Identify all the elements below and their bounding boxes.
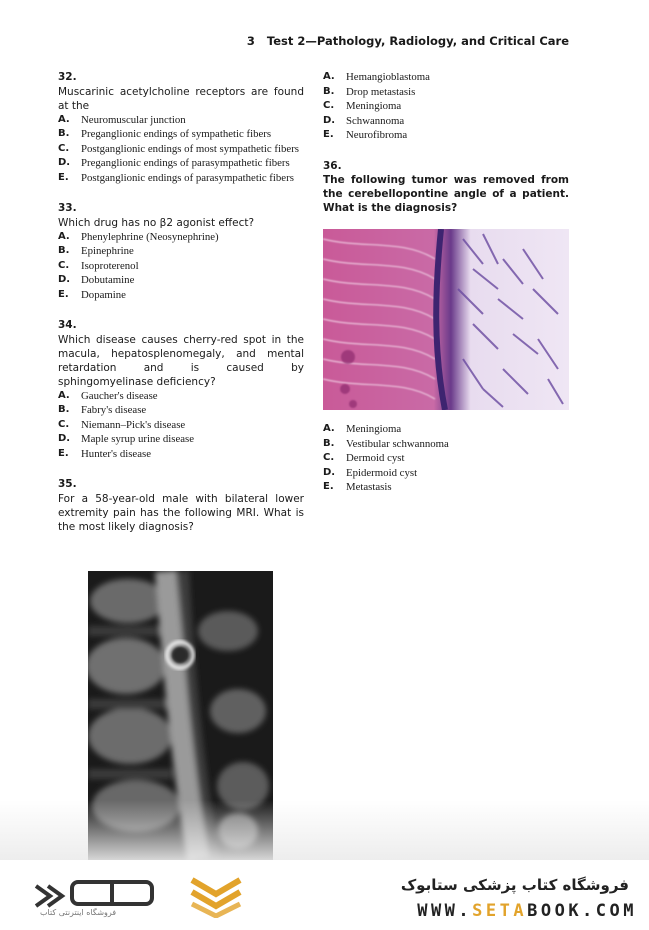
option-text: Drop metastasis [346, 85, 416, 98]
option-text: Dopamine [81, 288, 126, 301]
option-text: Schwannoma [346, 114, 405, 127]
option-letter: E. [58, 447, 69, 459]
question-stem: Which disease causes cherry-red spot in the macula, hepatosplenomegaly, and mental retardation and is caused by sphingomyelinase deficiency? [58, 333, 304, 388]
option-text: Neuromuscular junction [81, 113, 186, 126]
histology-illustration [323, 229, 569, 410]
chapter-title: Test 2—Pathology, Radiology, and Critical Care [266, 34, 569, 48]
option-text: Preganglionic endings of sympathetic fibers [81, 128, 272, 140]
question-35-options [323, 70, 569, 143]
question-36-options-column [323, 422, 569, 495]
option-letter: A. [58, 230, 70, 242]
right-column [323, 70, 569, 215]
option-letter: C. [58, 259, 70, 271]
question-stem: The following tumor was removed from the cerebellopontine angle of a patient. What is the diagnosis? [323, 174, 569, 214]
option-text: Isoproterenol [81, 259, 139, 272]
url-prefix: WWW. [417, 901, 473, 921]
question-36 [323, 159, 569, 216]
answer-option [58, 171, 304, 186]
url-suffix: BOOK.COM [527, 901, 637, 921]
answer-option [58, 389, 304, 404]
option-letter: E. [323, 129, 334, 140]
left-column [58, 70, 304, 550]
answer-option [58, 113, 304, 128]
option-text: Dermoid cyst [346, 452, 405, 464]
option-text: Hunter's disease [81, 447, 152, 460]
option-text: Maple syrup urine disease [81, 433, 195, 445]
answer-option [323, 437, 569, 452]
option-text: Niemann–Pick's disease [81, 418, 186, 431]
question-stem: Which drug has no β2 agonist effect? [58, 216, 255, 229]
answer-option [323, 422, 569, 437]
question-number: 33. [58, 202, 77, 214]
histology-image [323, 229, 569, 410]
answer-option [58, 432, 304, 447]
store-name: فروشگاه کتاب پزشکی ستابوک [400, 876, 629, 894]
answer-option [58, 142, 304, 157]
answer-option [58, 156, 304, 171]
option-letter: B. [323, 437, 335, 449]
option-text: Epinephrine [81, 245, 134, 257]
question-35 [58, 477, 304, 534]
option-letter: B. [58, 128, 70, 139]
question-number: 32. [58, 71, 77, 83]
answer-option [323, 70, 569, 85]
option-text: Meningioma [346, 423, 402, 435]
answer-option [58, 230, 304, 245]
answer-option [58, 403, 304, 418]
answer-option [323, 480, 569, 495]
option-letter: E. [323, 481, 334, 492]
running-header [247, 34, 569, 48]
option-letter: B. [58, 404, 70, 415]
answer-option [58, 273, 304, 288]
question-33 [58, 201, 304, 302]
question-number: 36. [323, 159, 342, 172]
answer-options [58, 113, 304, 186]
option-letter: D. [58, 157, 71, 168]
answer-option [323, 466, 569, 481]
option-text: Postganglionic endings of most sympathetic fibers [81, 142, 300, 155]
option-letter: C. [58, 418, 70, 430]
answer-option [58, 288, 304, 303]
option-letter: D. [58, 433, 71, 444]
answer-option [58, 418, 304, 433]
option-text: Gaucher's disease [81, 389, 158, 402]
option-text: Metastasis [346, 481, 392, 493]
book-emblem-icon [188, 874, 244, 918]
option-letter: E. [58, 171, 69, 183]
question-number: 35. [58, 478, 77, 490]
answer-option [323, 128, 569, 143]
option-letter: D. [323, 466, 336, 478]
answer-option [58, 127, 304, 142]
option-text: Neurofibroma [346, 129, 408, 141]
answer-options [323, 422, 569, 495]
question-34 [58, 318, 304, 461]
answer-option [58, 447, 304, 462]
option-text: Fabry's disease [81, 404, 147, 416]
option-letter: A. [58, 389, 70, 401]
option-text: Postganglionic endings of parasympathetic fibers [81, 171, 294, 184]
store-url[interactable] [417, 901, 637, 921]
answer-option [323, 99, 569, 114]
option-text: Phenylephrine (Neosynephrine) [81, 230, 219, 243]
option-text: Dobutamine [81, 274, 135, 286]
option-letter: A. [58, 113, 70, 125]
answer-option [323, 114, 569, 129]
option-text: Preganglionic endings of parasympathetic fibers [81, 157, 290, 169]
logo-subtitle: فروشگاه اینترنتی کتاب [40, 908, 117, 917]
option-text: Epidermoid cyst [346, 466, 418, 479]
chapter-number: 3 [246, 34, 255, 48]
answer-option [58, 244, 304, 259]
answer-option [323, 451, 569, 466]
option-letter: A. [323, 71, 335, 82]
option-letter: E. [58, 288, 69, 300]
option-letter: D. [58, 274, 71, 285]
store-banner [0, 860, 649, 930]
question-number: 34. [58, 319, 77, 331]
answer-option [58, 259, 304, 274]
option-letter: C. [323, 100, 335, 111]
question-stem: For a 58-year-old male with bilateral lower extremity pain has the following MRI. What is the most likely diagnosis? [58, 492, 304, 533]
option-letter: B. [58, 245, 70, 256]
option-letter: C. [58, 142, 70, 154]
option-letter: B. [323, 85, 335, 97]
answer-options [323, 70, 569, 143]
answer-options [58, 389, 304, 462]
option-text: Meningioma [346, 100, 402, 112]
question-stem: Muscarinic acetylcholine receptors are found at the [58, 85, 304, 112]
option-text: Hemangioblastoma [346, 71, 430, 83]
option-letter: D. [323, 114, 336, 126]
option-letter: A. [323, 423, 335, 434]
option-text: Vestibular schwannoma [346, 437, 449, 450]
page-bottom-fade [0, 800, 649, 860]
answer-option [323, 85, 569, 100]
url-accent: SETA [472, 901, 528, 921]
question-32 [58, 70, 304, 185]
answer-options [58, 230, 304, 303]
option-letter: C. [323, 452, 335, 463]
